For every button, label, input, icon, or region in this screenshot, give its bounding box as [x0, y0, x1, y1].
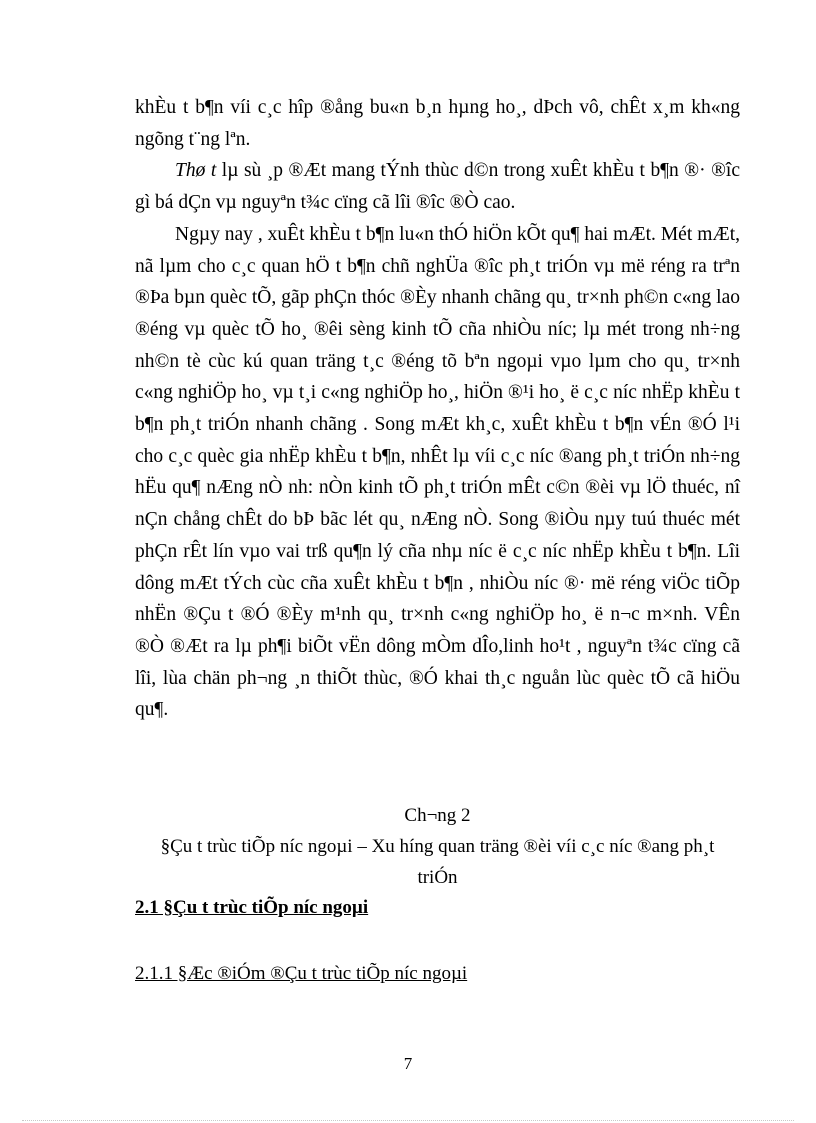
paragraph-text: lµ sù ¸p ®Æt mang tÝnh thùc d©n trong xuÊt khÈu t b¶n ®· ®îc gì bá dÇn vµ nguyªn t¾c cïng cã lîi ®îc ®Ò cao. [135, 160, 741, 214]
paragraph-text: khÈu t b¶n víi c¸c hîp ®ång bu«n b¸n hµng ho¸, dÞch vô, chÊt x¸m kh«ng ngõng t¨ng lªn. [135, 97, 740, 150]
paragraph-1 [135, 92, 740, 155]
section-heading: 2.1 §Çu t trùc tiÕp níc ngoµi [135, 897, 369, 918]
page-edge-divider [22, 1120, 794, 1121]
chapter-title: §Çu t trùc tiÕp níc ngoµi – Xu híng quan träng ®èi víi c¸c níc ®ang ph¸t triÓn [160, 836, 715, 888]
chapter-heading-block [135, 800, 740, 893]
paragraph-2 [135, 155, 740, 218]
body-text [135, 92, 740, 726]
paragraph-italic-lead: Thø t [175, 160, 217, 182]
paragraph-text: Ngµy nay , xuÊt khÈu t b¶n lu«n thÓ hiÖn kÕt qu¶ hai mÆt. Mét mÆt, nã lµm cho c¸c quan hÖ t b¶n chñ nghÜa ®îc ph¸t triÓn vµ më réng ra trªn ®Þa bµn quèc tÕ, gãp phÇn thóc ®Èy nhanh chãng qu¸ tr×nh ph©n c«ng lao ®éng vµ quèc tÕ ho¸ ®êi sèng kinh tÕ cña nhiÒu níc; lµ mét trong nh÷ng nh©n tè cùc kú quan träng t¸c ®éng tõ bªn ngoµi vµo lµm cho qu¸ tr×nh c«ng nghiÖp ho¸ vµ t¸i c«ng nghiÖp ho¸, hiÖn ®¹i ho¸ ë c¸c níc nhËp khÈu t b¶n ph¸t triÓn nhanh chãng . Song mÆt kh¸c, xuÊt khÈu t b¶n vÉn ®Ó l¹i cho c¸c quèc gia nhËp khÈu t b¶n, nhÊt lµ víi c¸c níc ®ang ph¸t triÓn nh÷ng hËu qu¶ nÆng nÒ nh: nÒn kinh tÕ ph¸t triÓn mÊt c©n ®èi vµ lÖ thuéc, nî nÇn chång chÊt do bÞ bãc lét qu¸ nÆng nÒ. Song ®iÒu nµy tuú thuéc mét phÇn rÊt lín vµo vai trß qu¶n lý cña nhµ níc ë c¸c níc nhËp khÈu t b¶n. Lîi dông mÆt tÝch cùc cña xuÊt khÈu t b¶n , nhiÒu níc ®· më réng viÖc tiÕp nhËn ®Çu t ®Ó ®Èy m¹nh qu¸ tr×nh c«ng nghiÖp ho¸ ë n¬c m×nh. VÊn ®Ò ®Æt ra lµ ph¶i biÕt vËn dông mÒm dÎo,linh ho¹t , nguyªn t¾c cïng cã lîi, lùa chän ph¬ng ¸n thiÕt thùc, ®Ó khai th¸c nguån lùc quèc tÕ cã hiÖu qu¶. [135, 223, 740, 721]
chapter-label: Ch¬ng 2 [404, 805, 471, 826]
page-number: 7 [403, 1054, 413, 1073]
paragraph-3 [135, 219, 740, 726]
subsection-heading: 2.1.1 §Æc ®iÓm ®Çu t trùc tiÕp níc ngoµi [135, 963, 468, 984]
